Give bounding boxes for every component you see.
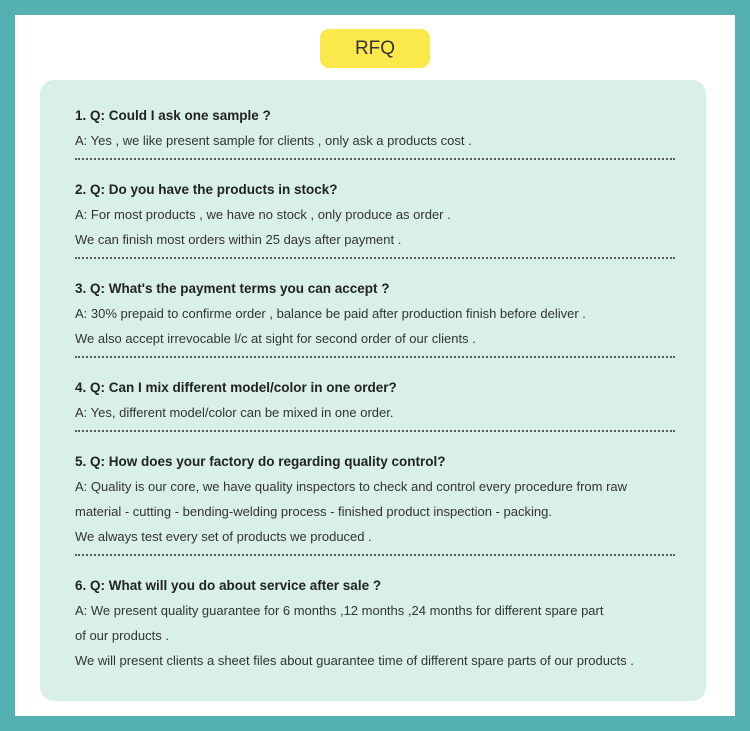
faq-panel [40, 80, 706, 701]
dotted-divider [75, 356, 675, 358]
faq-question: 2. Q: Do you have the products in stock? [75, 182, 338, 197]
faq-answer-line: We always test every set of products we produced . [75, 529, 372, 544]
faq-answer-line: of our products . [75, 628, 169, 643]
faq-answer-line: A: 30% prepaid to confirme order , balance be paid after production finish before deliver . [75, 306, 586, 321]
dotted-divider [75, 257, 675, 259]
faq-answer-line: We also accept irrevocable l/c at sight for second order of our clients . [75, 331, 476, 346]
faq-question: 4. Q: Can I mix different model/color in one order? [75, 380, 397, 395]
faq-question: 1. Q: Could I ask one sample ? [75, 108, 271, 123]
faq-question: 5. Q: How does your factory do regarding quality control? [75, 454, 446, 469]
rfq-badge: RFQ [320, 29, 430, 68]
faq-answer-line: material - cutting - bending-welding process - finished product inspection - packing. [75, 504, 552, 519]
faq-question: 6. Q: What will you do about service after sale ? [75, 578, 382, 593]
faq-item-2 [75, 177, 675, 252]
faq-item-5 [75, 449, 675, 549]
faq-answer-line: A: Yes , we like present sample for clients , only ask a products cost . [75, 133, 472, 148]
faq-answer-line: A: Quality is our core, we have quality inspectors to check and control every procedure from raw [75, 479, 628, 494]
faq-item-4 [75, 375, 675, 425]
faq-item-1 [75, 103, 675, 153]
faq-answer-line: A: We present quality guarantee for 6 months ,12 months ,24 months for different spare part [75, 603, 604, 618]
faq-answer-line: We will present clients a sheet files about guarantee time of different spare parts of our products . [75, 653, 634, 668]
dotted-divider [75, 430, 675, 432]
faq-answer-line: A: Yes, different model/color can be mixed in one order. [75, 405, 394, 420]
faq-question: 3. Q: What's the payment terms you can accept ? [75, 281, 390, 296]
faq-item-6 [75, 573, 675, 673]
dotted-divider [75, 158, 675, 160]
faq-answer-line: A: For most products , we have no stock , only produce as order . [75, 207, 451, 222]
dotted-divider [75, 554, 675, 556]
faq-answer-line: We can finish most orders within 25 days after payment . [75, 232, 402, 247]
content-card [15, 15, 735, 716]
faq-item-3 [75, 276, 675, 351]
